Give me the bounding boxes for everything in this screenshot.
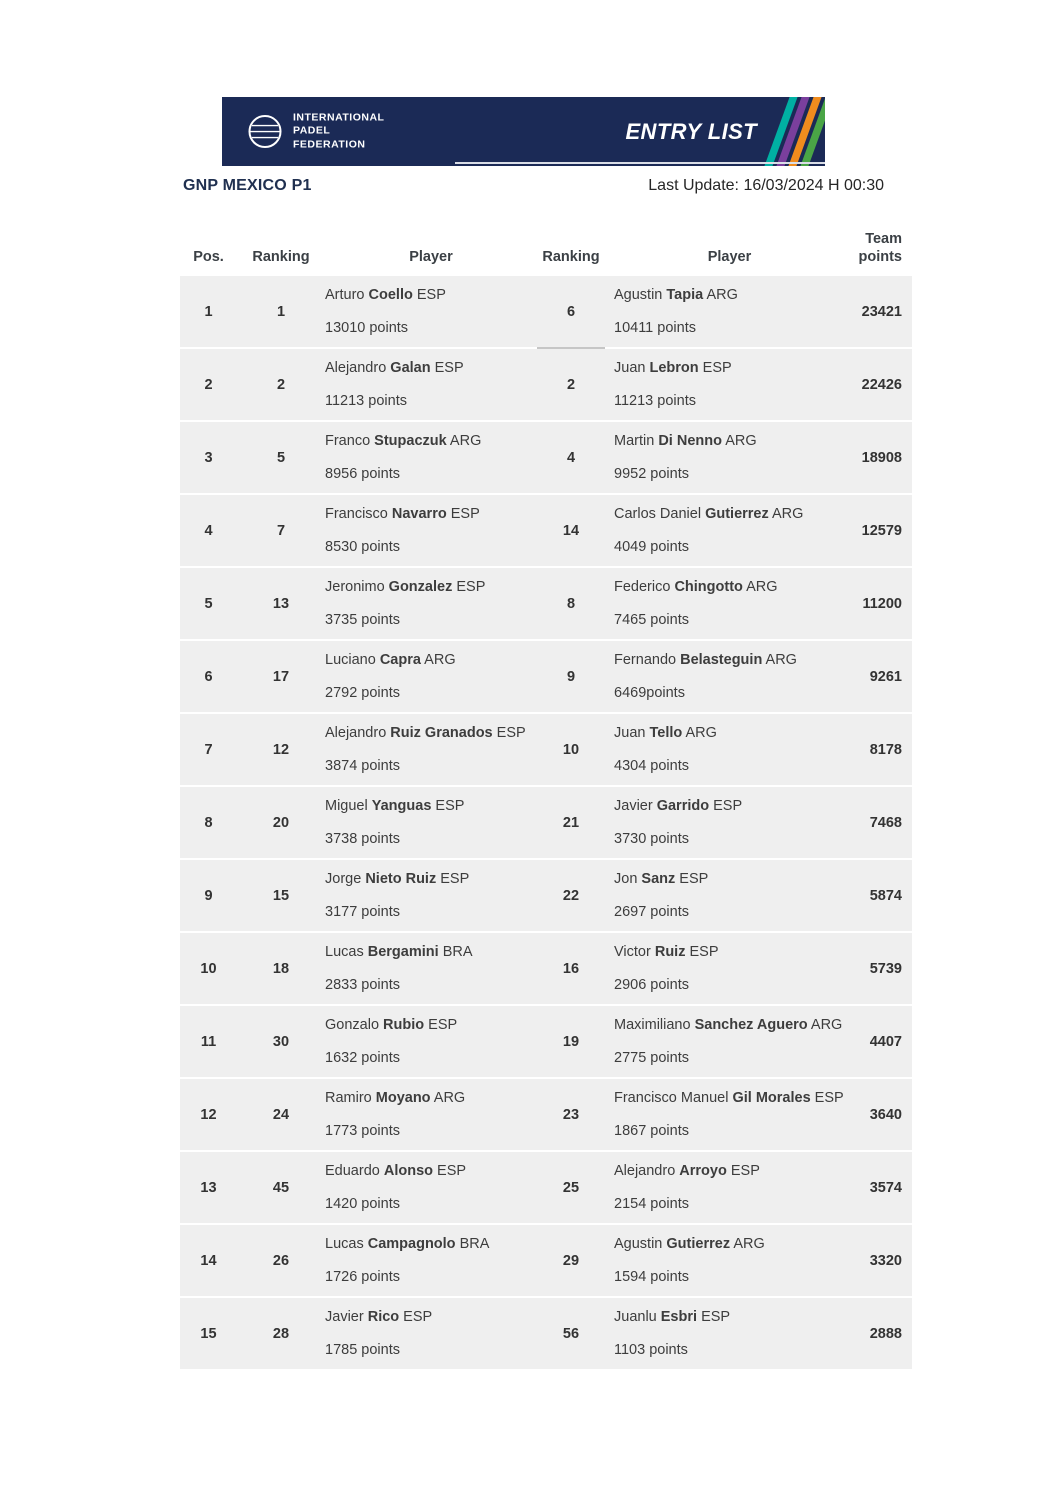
- player-b-country: ESP: [679, 871, 709, 888]
- padel-ball-icon: [246, 112, 284, 150]
- player-b-cell: [605, 933, 845, 1004]
- last-update-text: Last Update: 16/03/2024 H 00:30: [648, 177, 884, 194]
- player-a-cell: [325, 1298, 537, 1369]
- player-a-country: ESP: [456, 579, 486, 596]
- ranking-a-value: 20: [272, 814, 290, 831]
- player-b-country: ARG: [685, 725, 717, 742]
- player-b-lastname: Ruiz: [654, 944, 686, 961]
- col-header-team-points: Team points: [858, 231, 902, 266]
- player-b-points: 1594 points: [614, 1268, 689, 1285]
- entry-list-title: ENTRY LIST: [625, 118, 757, 144]
- player-a-firstname: Eduardo: [325, 1163, 380, 1180]
- player-a-country: BRA: [459, 1236, 490, 1253]
- player-a-points: 1773 points: [325, 1122, 400, 1139]
- table-row: [180, 1225, 912, 1298]
- player-b-name: [614, 1089, 844, 1108]
- player-b-points: 2906 points: [614, 976, 689, 993]
- player-a-points: 2792 points: [325, 684, 400, 701]
- player-b-lastname: Garrido: [656, 798, 710, 815]
- player-b-country: ARG: [810, 1017, 843, 1034]
- player-a-firstname: Jorge: [325, 871, 362, 888]
- team-points-value: 9261: [869, 668, 902, 685]
- player-b-firstname: Juan: [614, 360, 646, 377]
- player-a-country: ESP: [450, 506, 480, 523]
- player-b-points: 11213 points: [614, 392, 696, 409]
- player-a-name: [325, 1016, 457, 1035]
- entry-list-table: [180, 218, 912, 1371]
- player-b-cell: [605, 1079, 845, 1150]
- player-a-name: [325, 1308, 432, 1327]
- player-b-lastname: Chingotto: [674, 579, 743, 596]
- player-a-points: 1726 points: [325, 1268, 400, 1285]
- ranking-a-value: 26: [272, 1252, 290, 1269]
- player-b-cell: [605, 641, 845, 712]
- ranking-b-value: 8: [566, 595, 576, 612]
- position-value: 5: [204, 595, 213, 612]
- position-value: 9: [204, 887, 213, 904]
- player-a-name: [325, 943, 473, 962]
- player-b-points: 1867 points: [614, 1122, 689, 1139]
- player-b-cell: [605, 714, 845, 785]
- player-a-lastname: Rico: [367, 1309, 400, 1326]
- player-a-lastname: Stupaczuk: [374, 433, 447, 450]
- table-row: [180, 1079, 912, 1152]
- player-b-lastname: Gutierrez: [705, 506, 769, 523]
- ranking-b-value: 2: [566, 376, 576, 393]
- ipf-logo-text: [293, 111, 384, 152]
- ranking-a-value: 1: [276, 303, 286, 320]
- ranking-b-value: 6: [566, 303, 576, 320]
- player-b-firstname: Agustin: [614, 287, 663, 304]
- table-row: [180, 276, 912, 349]
- player-b-cell: [605, 568, 845, 639]
- col-header-ranking-b: Ranking: [542, 249, 600, 266]
- position-value: 10: [200, 960, 217, 977]
- ranking-b-value: 4: [566, 449, 576, 466]
- player-a-points: 8956 points: [325, 465, 400, 482]
- team-points-value: 22426: [861, 376, 902, 393]
- player-b-points: 1103 points: [614, 1341, 688, 1358]
- table-row: [180, 568, 912, 641]
- color-stripes-decoration: [777, 97, 821, 166]
- logo-line-3: FEDERATION: [293, 138, 366, 151]
- player-a-cell: [325, 1152, 537, 1223]
- player-b-country: ARG: [746, 579, 778, 596]
- ranking-b-value: 56: [562, 1325, 580, 1342]
- player-a-cell: [325, 860, 537, 931]
- ranking-a-value: 28: [272, 1325, 290, 1342]
- ipf-logo: [246, 111, 384, 152]
- player-b-country: ESP: [814, 1090, 844, 1107]
- player-a-name: [325, 578, 485, 597]
- header-banner: [222, 97, 825, 166]
- position-value: 7: [204, 741, 213, 758]
- player-a-cell: [325, 787, 537, 858]
- player-a-name: [325, 724, 526, 743]
- team-points-value: 3574: [869, 1179, 902, 1196]
- player-a-lastname: Coello: [368, 287, 413, 304]
- table-row: [180, 422, 912, 495]
- player-a-lastname: Moyano: [375, 1090, 431, 1107]
- col-header-player-a: Player: [409, 249, 453, 266]
- player-b-firstname: Juan: [614, 725, 646, 742]
- player-a-lastname: Campagnolo: [367, 1236, 456, 1253]
- player-b-points: 4049 points: [614, 538, 689, 555]
- ranking-a-value: 13: [272, 595, 290, 612]
- player-b-firstname: Carlos Daniel: [614, 506, 702, 523]
- player-a-firstname: Lucas: [325, 1236, 364, 1253]
- player-a-cell: [325, 495, 537, 566]
- ranking-a-value: 45: [272, 1179, 290, 1196]
- banner-underline: [455, 162, 825, 164]
- player-a-name: [325, 651, 456, 670]
- player-b-firstname: Victor: [614, 944, 651, 961]
- player-b-lastname: Tapia: [666, 287, 704, 304]
- player-a-name: [325, 432, 481, 451]
- player-a-country: ESP: [416, 287, 446, 304]
- player-a-firstname: Ramiro: [325, 1090, 372, 1107]
- ranking-a-value: 17: [272, 668, 290, 685]
- position-value: 3: [204, 449, 213, 466]
- player-b-country: ESP: [730, 1163, 760, 1180]
- player-b-firstname: Juanlu: [614, 1309, 657, 1326]
- table-row: [180, 860, 912, 933]
- player-b-firstname: Agustin: [614, 1236, 663, 1253]
- player-b-lastname: Sanz: [641, 871, 676, 888]
- team-points-value: 5739: [869, 960, 902, 977]
- ranking-b-value: 21: [562, 814, 580, 831]
- player-a-cell: [325, 349, 537, 420]
- player-a-points: 3738 points: [325, 830, 400, 847]
- player-a-name: [325, 870, 469, 889]
- player-a-points: 1420 points: [325, 1195, 400, 1212]
- player-a-country: ESP: [440, 871, 470, 888]
- player-b-name: [614, 1016, 842, 1035]
- player-a-lastname: Gonzalez: [388, 579, 453, 596]
- ranking-a-value: 18: [272, 960, 290, 977]
- player-b-country: ESP: [689, 944, 719, 961]
- ranking-b-value: 9: [566, 668, 576, 685]
- team-points-value: 3640: [869, 1106, 902, 1123]
- player-a-firstname: Francisco: [325, 506, 388, 523]
- team-points-value: 5874: [869, 887, 902, 904]
- player-a-points: 3735 points: [325, 611, 400, 628]
- tournament-title: GNP MEXICO P1: [183, 177, 312, 194]
- col-header-player-b: Player: [707, 249, 752, 266]
- table-row: [180, 1006, 912, 1079]
- player-b-lastname: Sanchez Aguero: [694, 1017, 808, 1034]
- player-b-points: 4304 points: [614, 757, 689, 774]
- player-a-firstname: Jeronimo: [325, 579, 385, 596]
- logo-line-2: PADEL: [293, 124, 331, 137]
- table-row: [180, 1298, 912, 1371]
- position-value: 8: [204, 814, 213, 831]
- player-b-lastname: Belasteguin: [680, 652, 763, 669]
- player-b-lastname: Lebron: [649, 360, 699, 377]
- player-a-lastname: Nieto Ruiz: [365, 871, 437, 888]
- player-b-cell: [605, 422, 845, 493]
- player-b-country: ESP: [701, 1309, 731, 1326]
- table-row: [180, 933, 912, 1006]
- player-a-name: [325, 1162, 466, 1181]
- team-points-value: 2888: [869, 1325, 902, 1342]
- player-a-firstname: Alejandro: [325, 725, 387, 742]
- team-points-value: 8178: [869, 741, 902, 758]
- player-a-firstname: Alejandro: [325, 360, 387, 377]
- player-a-points: 1632 points: [325, 1049, 400, 1066]
- player-a-name: [325, 505, 480, 524]
- title-row: [183, 177, 884, 195]
- ranking-b-value: 25: [562, 1179, 580, 1196]
- player-a-points: 3874 points: [325, 757, 400, 774]
- ranking-b-value: 22: [562, 887, 580, 904]
- ranking-a-value: 12: [272, 741, 290, 758]
- team-points-value: 7468: [869, 814, 902, 831]
- player-a-country: ESP: [434, 360, 464, 377]
- player-b-cell: [605, 276, 845, 347]
- player-b-name: [614, 578, 778, 597]
- player-b-firstname: Fernando: [614, 652, 677, 669]
- player-b-points: 9952 points: [614, 465, 689, 482]
- player-a-lastname: Capra: [379, 652, 421, 669]
- position-value: 15: [200, 1325, 217, 1342]
- player-b-name: [614, 724, 717, 743]
- player-b-firstname: Jon: [614, 871, 638, 888]
- table-row: [180, 787, 912, 860]
- player-b-cell: [605, 495, 845, 566]
- player-a-firstname: Luciano: [325, 652, 376, 669]
- player-b-points: 3730 points: [614, 830, 689, 847]
- team-points-value: 3320: [869, 1252, 902, 1269]
- ranking-a-value: 2: [276, 376, 286, 393]
- player-b-lastname: Arroyo: [679, 1163, 727, 1180]
- player-b-firstname: Martin: [614, 433, 655, 450]
- player-a-cell: [325, 568, 537, 639]
- table-row: [180, 349, 912, 422]
- player-b-firstname: Francisco Manuel: [614, 1090, 729, 1107]
- position-value: 12: [200, 1106, 217, 1123]
- ranking-b-value: 29: [562, 1252, 580, 1269]
- player-b-lastname: Gutierrez: [666, 1236, 731, 1253]
- player-b-firstname: Alejandro: [614, 1163, 676, 1180]
- player-a-firstname: Franco: [325, 433, 371, 450]
- player-a-country: ESP: [428, 1017, 458, 1034]
- player-b-country: ARG: [725, 433, 757, 450]
- player-b-name: [614, 870, 708, 889]
- player-b-name: [614, 1235, 765, 1254]
- player-a-lastname: Rubio: [383, 1017, 425, 1034]
- position-value: 14: [200, 1252, 217, 1269]
- player-a-firstname: Javier: [325, 1309, 364, 1326]
- table-row: [180, 714, 912, 787]
- ranking-a-value: 7: [276, 522, 286, 539]
- player-a-name: [325, 359, 464, 378]
- player-a-points: 13010 points: [325, 319, 409, 336]
- player-b-cell: [605, 349, 845, 420]
- position-value: 6: [204, 668, 213, 685]
- player-b-lastname: Di Nenno: [658, 433, 722, 450]
- ranking-b-value: 19: [562, 1033, 580, 1050]
- table-header-row: [180, 218, 912, 276]
- player-a-cell: [325, 422, 537, 493]
- player-a-points: 1785 points: [325, 1341, 400, 1358]
- table-row: [180, 1152, 912, 1225]
- player-b-country: ESP: [713, 798, 743, 815]
- ranking-a-value: 15: [272, 887, 290, 904]
- player-b-lastname: Esbri: [660, 1309, 698, 1326]
- position-value: 11: [200, 1033, 217, 1050]
- player-b-points: 2775 points: [614, 1049, 689, 1066]
- player-a-name: [325, 1089, 465, 1108]
- player-a-country: ARG: [424, 652, 456, 669]
- player-b-name: [614, 651, 797, 670]
- position-value: 1: [204, 303, 213, 320]
- player-a-country: ARG: [433, 1090, 466, 1107]
- player-b-name: [614, 359, 732, 378]
- player-b-name: [614, 1308, 730, 1327]
- player-a-cell: [325, 714, 537, 785]
- player-b-cell: [605, 1152, 845, 1223]
- player-b-points: 7465 points: [614, 611, 689, 628]
- player-b-country: ARG: [706, 287, 738, 304]
- player-b-points: 6469points: [614, 684, 685, 701]
- team-points-value: 11200: [862, 595, 902, 612]
- player-a-country: ESP: [435, 798, 465, 815]
- player-a-lastname: Bergamini: [367, 944, 439, 961]
- player-a-cell: [325, 1079, 537, 1150]
- player-a-points: 2833 points: [325, 976, 400, 993]
- player-b-points: 2154 points: [614, 1195, 689, 1212]
- player-a-cell: [325, 641, 537, 712]
- table-row: [180, 495, 912, 568]
- player-b-name: [614, 1162, 760, 1181]
- player-a-name: [325, 797, 464, 816]
- player-b-cell: [605, 1006, 845, 1077]
- team-points-value: 18908: [861, 449, 902, 466]
- player-b-cell: [605, 787, 845, 858]
- player-b-country: ESP: [702, 360, 732, 377]
- player-a-country: BRA: [442, 944, 473, 961]
- player-b-cell: [605, 860, 845, 931]
- player-a-cell: [325, 1225, 537, 1296]
- player-b-country: ARG: [733, 1236, 765, 1253]
- player-b-lastname: Tello: [649, 725, 683, 742]
- player-a-lastname: Ruiz Granados: [390, 725, 493, 742]
- table-row: [180, 641, 912, 714]
- player-b-cell: [605, 1298, 845, 1369]
- player-b-name: [614, 943, 719, 962]
- player-a-firstname: Arturo: [325, 287, 365, 304]
- ranking-a-value: 30: [272, 1033, 290, 1050]
- position-value: 4: [204, 522, 213, 539]
- position-value: 13: [200, 1179, 217, 1196]
- player-a-firstname: Gonzalo: [325, 1017, 380, 1034]
- player-a-cell: [325, 1006, 537, 1077]
- player-b-lastname: Gil Morales: [732, 1090, 811, 1107]
- ranking-b-value: 10: [562, 741, 580, 758]
- player-a-points: 8530 points: [325, 538, 400, 555]
- player-b-name: [614, 432, 757, 451]
- player-a-firstname: Miguel: [325, 798, 368, 815]
- player-a-lastname: Yanguas: [371, 798, 432, 815]
- ranking-b-value: 23: [562, 1106, 580, 1123]
- ranking-a-value: 5: [276, 449, 286, 466]
- player-a-lastname: Galan: [390, 360, 431, 377]
- player-b-name: [614, 286, 738, 305]
- player-b-country: ARG: [765, 652, 797, 669]
- player-b-cell: [605, 1225, 845, 1296]
- col-header-ranking-a: Ranking: [252, 249, 310, 266]
- ranking-b-value: 14: [562, 522, 580, 539]
- player-a-country: ESP: [496, 725, 526, 742]
- player-a-country: ESP: [437, 1163, 467, 1180]
- player-b-points: 10411 points: [614, 319, 696, 336]
- col-header-pos: Pos.: [193, 249, 224, 266]
- team-points-value: 23421: [861, 303, 902, 320]
- ranking-a-value: 24: [272, 1106, 290, 1123]
- player-b-firstname: Federico: [614, 579, 671, 596]
- player-a-country: ESP: [403, 1309, 433, 1326]
- team-points-value: 4407: [869, 1033, 902, 1050]
- player-a-points: 11213 points: [325, 392, 407, 409]
- player-a-lastname: Alonso: [383, 1163, 433, 1180]
- player-b-country: ARG: [771, 506, 804, 523]
- player-a-lastname: Navarro: [391, 506, 447, 523]
- player-a-points: 3177 points: [325, 903, 400, 920]
- team-points-value: 12579: [861, 522, 902, 539]
- player-a-cell: [325, 276, 537, 347]
- player-b-name: [614, 505, 803, 524]
- player-b-firstname: Javier: [614, 798, 653, 815]
- player-a-firstname: Lucas: [325, 944, 364, 961]
- player-a-cell: [325, 933, 537, 1004]
- position-value: 2: [204, 376, 213, 393]
- player-a-name: [325, 1235, 489, 1254]
- player-b-firstname: Maximiliano: [614, 1017, 691, 1034]
- ranking-b-value: 16: [562, 960, 580, 977]
- table-body: [180, 276, 912, 1371]
- player-b-name: [614, 797, 742, 816]
- player-a-country: ARG: [449, 433, 482, 450]
- player-b-points: 2697 points: [614, 903, 689, 920]
- logo-line-1: INTERNATIONAL: [293, 111, 385, 124]
- player-a-name: [325, 286, 446, 305]
